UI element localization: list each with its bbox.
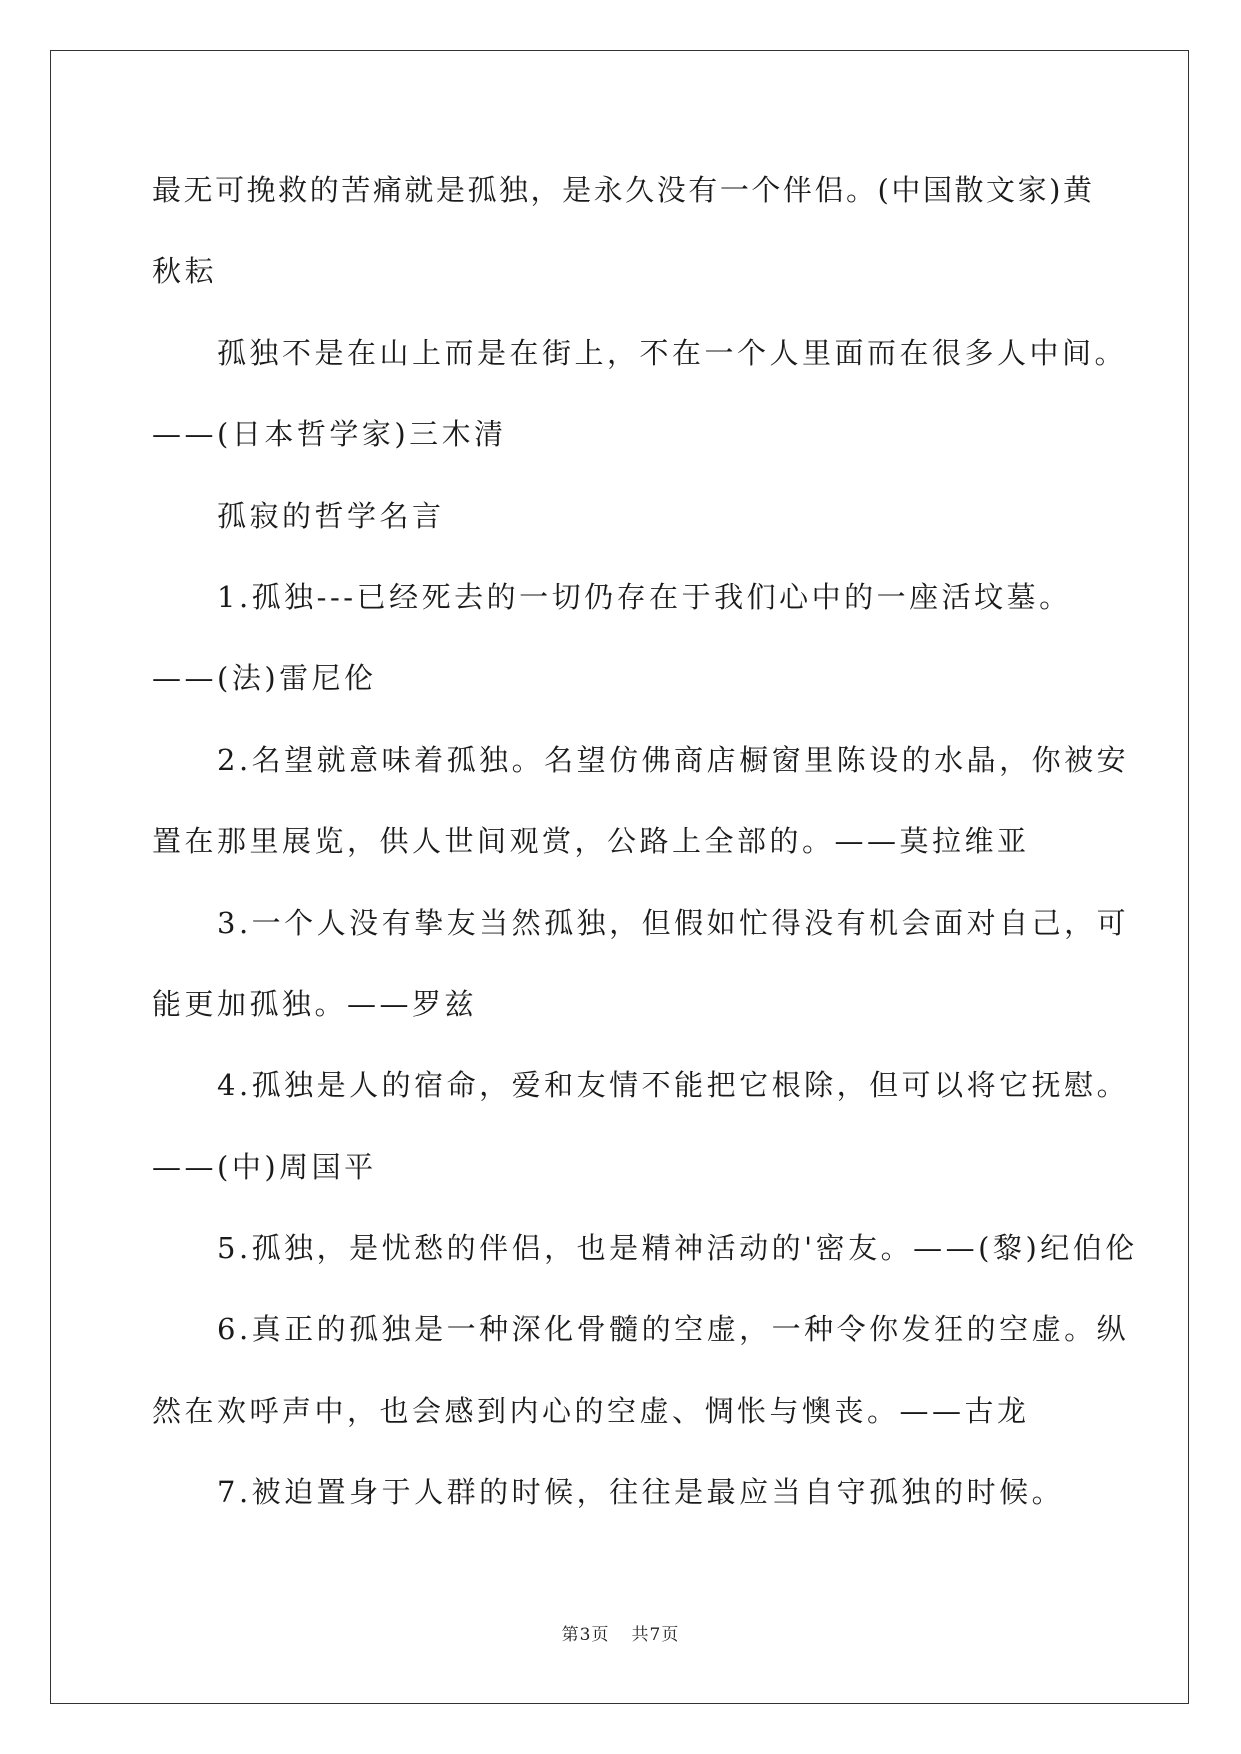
text-line: ——(法)雷尼伦 bbox=[152, 661, 377, 696]
text-line: ——(日本哲学家)三木清 bbox=[152, 417, 507, 452]
text-line: 孤独不是在山上而是在街上，不在一个人里面而在很多人中间。 bbox=[217, 335, 1128, 370]
text-line: 7.被迫置身于人群的时候，往往是最应当自守孤独的时候。 bbox=[217, 1475, 1065, 1510]
text-line: ——(中)周国平 bbox=[152, 1149, 377, 1184]
document-body bbox=[152, 160, 1138, 1544]
text-line: 5.孤独，是忧愁的伴侣，也是精神活动的'密友。——(黎)纪伯伦 bbox=[217, 1231, 1138, 1266]
page-total: 共7页 bbox=[631, 1625, 680, 1645]
text-line: 置在那里展览，供人世间观赏，公路上全部的。——莫拉维亚 bbox=[152, 824, 1030, 859]
text-line: 4.孤独是人的宿命，爱和友情不能把它根除，但可以将它抚慰。 bbox=[217, 1068, 1130, 1103]
text-line: 3.一个人没有挚友当然孤独，但假如忙得没有机会面对自己，可 bbox=[217, 905, 1130, 940]
page-number: 第3页 bbox=[561, 1625, 610, 1645]
text-line: 能更加孤独。——罗兹 bbox=[152, 986, 478, 1021]
text-line: 然在欢呼声中，也会感到内心的空虚、惆怅与懊丧。——古龙 bbox=[152, 1393, 1030, 1428]
text-line: 1.孤独---已经死去的一切仍存在于我们心中的一座活坟墓。 bbox=[217, 579, 1072, 614]
text-line: 最无可挽救的苦痛就是孤独，是永久没有一个伴侣。(中国散文家)黄 bbox=[152, 173, 1092, 207]
page-footer bbox=[0, 1620, 1241, 1645]
text-line: 孤寂的哲学名言 bbox=[217, 498, 445, 533]
text-line: 2.名望就意味着孤独。名望仿佛商店橱窗里陈设的水晶，你被安 bbox=[217, 742, 1130, 777]
text-line: 秋耘 bbox=[152, 254, 218, 289]
text-line: 6.真正的孤独是一种深化骨髓的空虚，一种令你发狂的空虚。纵 bbox=[217, 1312, 1130, 1347]
